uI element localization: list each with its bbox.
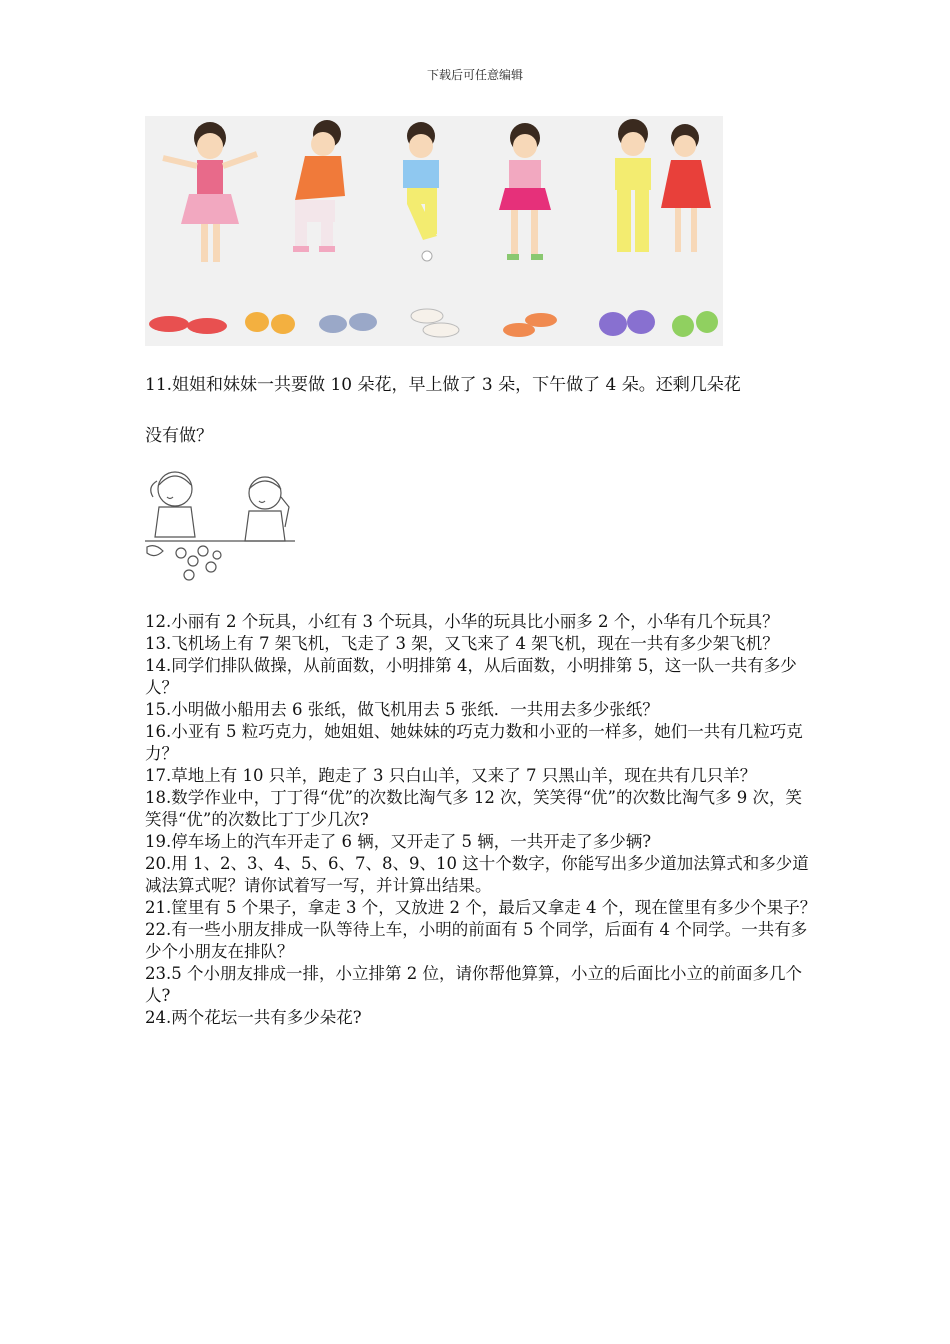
sisters-making-flowers-illustration <box>145 467 295 587</box>
question-14: 14.同学们排队做操，从前面数，小明排第 4，从后面数，小明排第 5，这一队一共有多少人？ <box>145 656 797 697</box>
question-16: 16.小亚有 5 粒巧克力，她姐姐、她妹妹的巧克力数和小亚的一样多，她们一共有几粒巧克力？ <box>145 722 803 763</box>
question-18: 18.数学作业中，丁丁得“优”的次数比淘气多 12 次，笑笑得“优”的次数比淘气多 9 次，笑笑得“优”的次数比丁丁少几次? <box>145 788 802 829</box>
question-20: 20.用 1、2、3、4、5、6、7、8、9、10 这十个数字，你能写出多少道加法算式和多少道减法算式呢？请你试着写一写，并计算出结果。 <box>145 854 809 895</box>
question-24: 24.两个花坛一共有多少朵花? <box>145 1008 362 1027</box>
page-header: 下载后可任意编辑 <box>426 68 523 82</box>
question-17: 17.草地上有 10 只羊，跑走了 3 只白山羊，又来了 7 只黑山羊，现在共有几只羊？ <box>145 766 757 785</box>
question-15: 15.小明做小船用去 6 张纸，做飞机用去 5 张纸．一共用去多少张纸？ <box>145 700 659 719</box>
question-13: 13.飞机场上有 7 架飞机，飞走了 3 架，又飞来了 4 架飞机，现在一共有多少架飞机？ <box>145 634 779 653</box>
question-list <box>145 611 817 1029</box>
question-21: 21.筐里有 5 个果子，拿走 3 个，又放进 2 个，最后又拿走 4 个，现在筐里有多少个果子？ <box>145 898 817 917</box>
children-slippers-illustration <box>145 116 723 346</box>
question-11-line-1: 11.姐姐和妹妹一共要做 10 朵花，早上做了 3 朵，下午做了 4 朵。还剩几朵花 <box>145 375 741 395</box>
question-22: 22.有一些小朋友排成一队等待上车，小明的前面有 5 个同学，后面有 4 个同学。一共有多少个小朋友在排队？ <box>145 920 808 961</box>
question-11-line-2: 没有做？ <box>145 426 213 446</box>
question-12: 12.小丽有 2 个玩具，小红有 3 个玩具，小华的玩具比小丽多 2 个，小华有几个玩具？ <box>145 612 779 631</box>
question-19: 19.停车场上的汽车开走了 6 辆，又开走了 5 辆，一共开走了多少辆? <box>145 832 652 851</box>
question-23: 23.5 个小朋友排成一排，小立排第 2 位，请你帮他算算，小立的后面比小立的前面多几个人? <box>145 964 802 1005</box>
